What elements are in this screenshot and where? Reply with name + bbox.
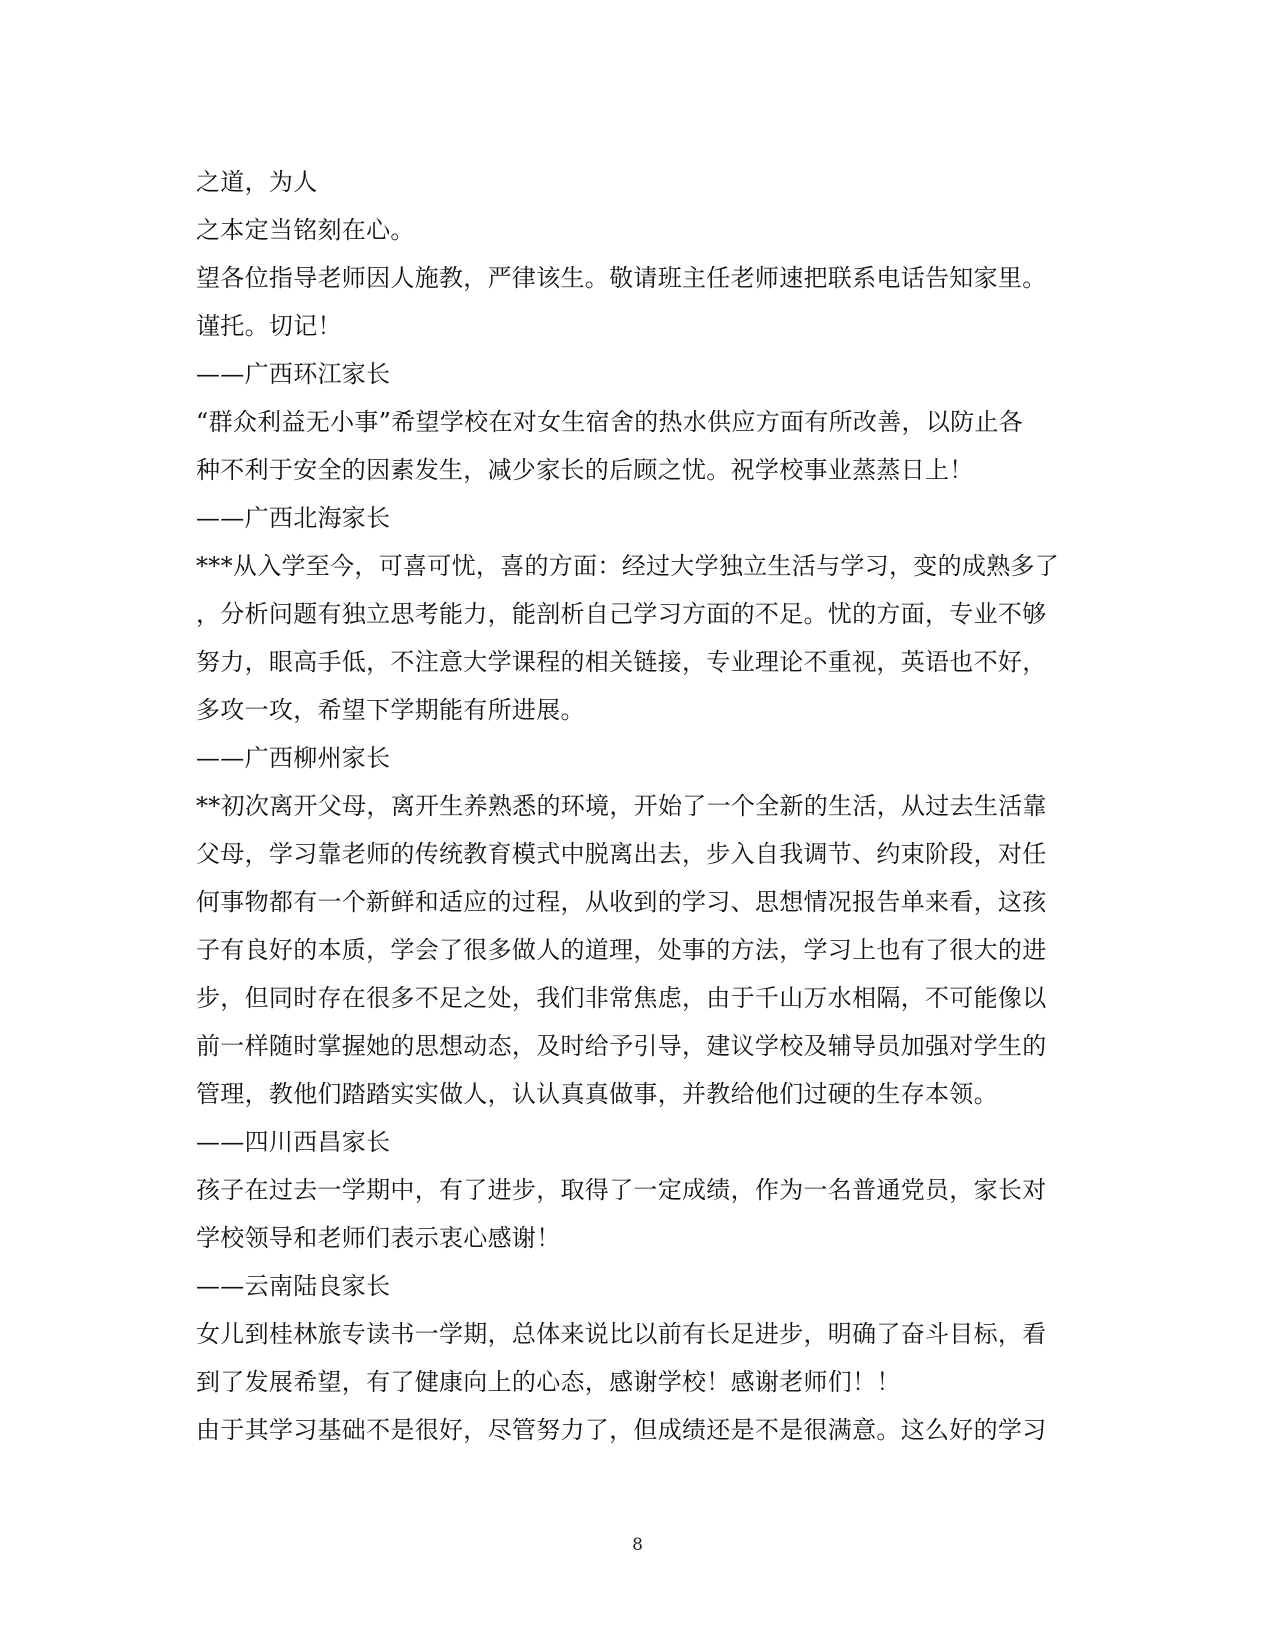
signature-line: ——云南陆良家长 [196, 1272, 391, 1300]
text-line: 步，但同时存在很多不足之处，我们非常焦虑，由于千山万水相隔，不可能像以 [196, 984, 1047, 1012]
text-line: 学校领导和老师们表示衷心感谢！ [196, 1224, 561, 1252]
text-line: **初次离开父母，离开生养熟悉的环境，开始了一个全新的生活，从过去生活靠 [196, 792, 1047, 820]
text-line: 子有良好的本质，学会了很多做人的道理，处事的方法，学习上也有了很大的进 [196, 936, 1047, 964]
text-line: 女儿到桂林旅专读书一学期，总体来说比以前有长足进步，明确了奋斗目标，看 [196, 1320, 1047, 1348]
text-line: 之本定当铭刻在心。 [196, 216, 415, 244]
signature-line: ——广西北海家长 [196, 504, 391, 532]
text-line: 何事物都有一个新鲜和适应的过程，从收到的学习、思想情况报告单来看，这孩 [196, 888, 1047, 916]
text-line: 父母，学习靠老师的传统教育模式中脱离出去，步入自我调节、约束阶段，对任 [196, 840, 1047, 868]
text-line: 由于其学习基础不是很好，尽管努力了，但成绩还是不是很满意。这么好的学习 [196, 1416, 1047, 1444]
text-line: 多攻一攻，希望下学期能有所进展。 [196, 696, 585, 724]
signature-line: ——四川西昌家长 [196, 1128, 391, 1156]
text-line: 之道，为人 [196, 168, 318, 196]
text-line: 望各位指导老师因人施教，严律该生。敬请班主任老师速把联系电话告知家里。 [196, 264, 1047, 292]
text-line: 管理，教他们踏踏实实做人，认认真真做事，并教给他们过硬的生存本领。 [196, 1080, 998, 1108]
text-line: ，分析问题有独立思考能力，能剖析自己学习方面的不足。忧的方面，专业不够 [196, 600, 1047, 628]
text-line: 种不利于安全的因素发生，减少家长的后顾之忧。祝学校事业蒸蒸日上！ [196, 456, 974, 484]
text-line: 努力，眼高手低，不注意大学课程的相关链接，专业理论不重视，英语也不好， [196, 648, 1047, 676]
text-line: 前一样随时掌握她的思想动态，及时给予引导，建议学校及辅导员加强对学生的 [196, 1032, 1047, 1060]
document-body [196, 158, 1076, 1454]
page-number: 8 [632, 1535, 643, 1555]
text-line: 孩子在过去一学期中，有了进步，取得了一定成绩，作为一名普通党员，家长对 [196, 1176, 1047, 1204]
text-line: “群众利益无小事”希望学校在对女生宿舍的热水供应方面有所改善，以防止各 [196, 408, 1024, 436]
text-line: 到了发展希望，有了健康向上的心态，感谢学校！感谢老师们！！ [196, 1368, 901, 1396]
signature-line: ——广西环江家长 [196, 360, 391, 388]
signature-line: ——广西柳州家长 [196, 744, 391, 772]
text-line: 谨托。切记！ [196, 312, 342, 340]
text-line: ***从入学至今，可喜可忧，喜的方面：经过大学独立生活与学习，变的成熟多了 [196, 552, 1060, 580]
